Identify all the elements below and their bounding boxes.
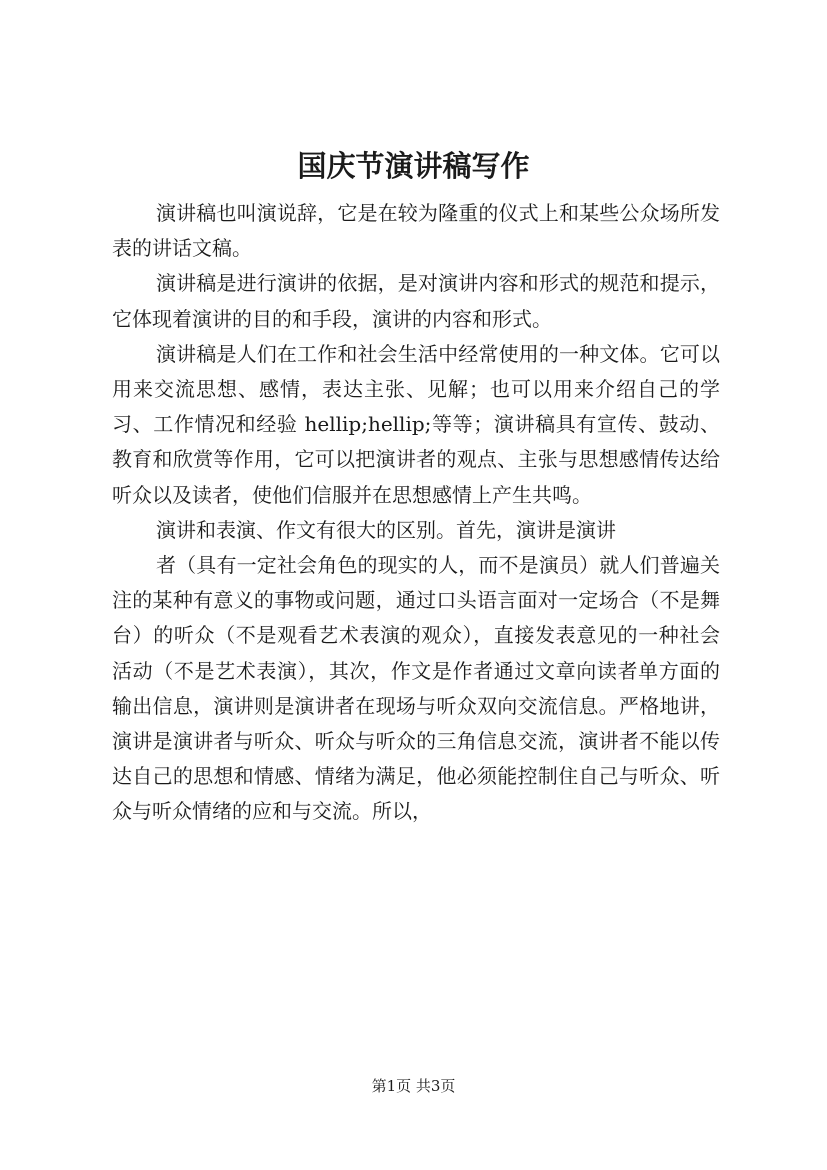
paragraph-4: 演讲和表演、作文有很大的区别。首先，演讲是演讲 (156, 517, 616, 542)
paragraph-1: 演讲稿也叫演说辞，它是在较为隆重的仪式上和某些公众场所发表的讲话文稿。 (112, 201, 720, 261)
document-body (112, 196, 720, 830)
page-number: 第1页 共3页 (371, 1077, 456, 1095)
paragraph-3: 演讲稿是人们在工作和社会生活中经常使用的一种文体。它可以用来交流思想、感情，表达主张、见解；也可以用来介绍自己的学习、工作情况和经验 hellip;hellip;等等；演讲稿具有宣传、鼓动、教育和欣赏等作用，它可以把演讲者的观点、主张与思想感情传达给听众以及读者，使他们信服并在思想感情上产生共鸣。 (112, 341, 720, 507)
document-title: 国庆节演讲稿写作 (297, 149, 530, 183)
paragraph-5: 者（具有一定社会角色的现实的人，而不是演员）就人们普遍关注的某种有意义的事物或问题，通过口头语言面对一定场合（不是舞台）的听众（不是观看艺术表演的观众），直接发表意见的一种社会活动（不是艺术表演），其次，作文是作者通过文章向读者单方面的输出信息，演讲则是演讲者在现场与听众双向交流信息。严格地讲，演讲是演讲者与听众、听众与听众的三角信息交流，演讲者不能以传达自己的思想和情感、情绪为满足，他必须能控制住自己与听众、听众与听众情绪的应和与交流。所以， (112, 553, 720, 824)
paragraph-2: 演讲稿是进行演讲的依据，是对演讲内容和形式的规范和提示，它体现着演讲的目的和手段，演讲的内容和形式。 (112, 271, 720, 331)
